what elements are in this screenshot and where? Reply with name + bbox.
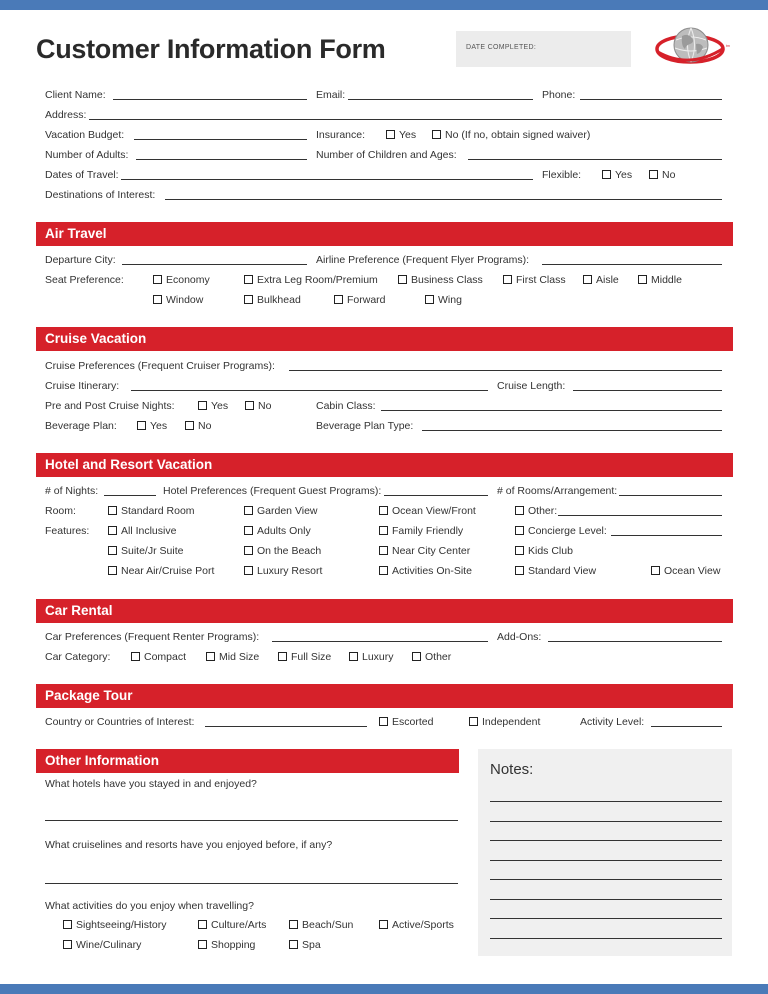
checkbox-icon xyxy=(503,275,512,284)
seat-aisle-checkbox[interactable]: Aisle xyxy=(583,274,619,286)
room-other-field[interactable] xyxy=(558,504,722,516)
room-ocean-front-checkbox[interactable]: Ocean View/Front xyxy=(379,505,476,517)
feature-activities-checkbox[interactable]: Activities On-Site xyxy=(379,565,472,577)
notes-line[interactable] xyxy=(490,938,722,939)
cabin-class-label: Cabin Class: xyxy=(316,400,376,412)
notes-line[interactable] xyxy=(490,821,722,822)
beverage-type-label: Beverage Plan Type: xyxy=(316,420,414,432)
checkbox-icon xyxy=(244,526,253,535)
countries-field[interactable] xyxy=(205,715,367,727)
car-fullsize-checkbox[interactable]: Full Size xyxy=(278,651,331,663)
children-field[interactable] xyxy=(468,148,722,160)
address-field[interactable] xyxy=(89,108,722,120)
phone-label: Phone: xyxy=(542,89,576,101)
seat-middle-checkbox[interactable]: Middle xyxy=(638,274,682,286)
q-cruiselines-label: What cruiselines and resorts have you enjoyed before, if any? xyxy=(45,839,333,851)
airline-pref-label: Airline Preference (Frequent Flyer Programs): xyxy=(316,254,529,266)
activity-shopping-checkbox[interactable]: Shopping xyxy=(198,939,255,951)
checkbox-icon xyxy=(131,652,140,661)
rooms-label: # of Rooms/Arrangement: xyxy=(497,485,618,497)
seat-pref-label: Seat Preference: xyxy=(45,274,124,286)
car-prefs-label: Car Preferences (Frequent Renter Programs): xyxy=(45,631,260,643)
checkbox-icon xyxy=(244,566,253,575)
destinations-label: Destinations of Interest: xyxy=(45,189,156,201)
checkbox-icon xyxy=(379,526,388,535)
cruise-itinerary-label: Cruise Itinerary: xyxy=(45,380,120,392)
addons-label: Add-Ons: xyxy=(497,631,542,643)
seat-extra-leg-checkbox[interactable]: Extra Leg Room/Premium xyxy=(244,274,378,286)
globe-logo-icon xyxy=(654,22,734,72)
seat-forward-checkbox[interactable]: Forward xyxy=(334,294,386,306)
insurance-yes-checkbox[interactable]: Yes xyxy=(386,129,416,141)
escorted-checkbox[interactable]: Escorted xyxy=(379,716,433,728)
checkbox-icon xyxy=(638,275,647,284)
cruise-length-field[interactable] xyxy=(573,379,722,391)
other-info-header: Other Information xyxy=(36,749,459,773)
seat-first-class-checkbox[interactable]: First Class xyxy=(503,274,566,286)
pre-post-label: Pre and Post Cruise Nights: xyxy=(45,400,175,412)
notes-line[interactable] xyxy=(490,879,722,880)
room-garden-checkbox[interactable]: Garden View xyxy=(244,505,318,517)
beverage-label: Beverage Plan: xyxy=(45,420,117,432)
cruise-prefs-field[interactable] xyxy=(289,359,722,371)
flexible-label: Flexible: xyxy=(542,169,582,181)
notes-line[interactable] xyxy=(490,918,722,919)
checkbox-icon xyxy=(278,652,287,661)
checkbox-icon xyxy=(153,275,162,284)
bottom-bar xyxy=(0,984,768,994)
hotel-resort-header: Hotel and Resort Vacation xyxy=(36,453,733,477)
vacation-budget-label: Vacation Budget: xyxy=(45,129,125,141)
hotel-prefs-field[interactable] xyxy=(384,484,488,496)
checkbox-icon xyxy=(63,940,72,949)
feature-family-friendly-checkbox[interactable]: Family Friendly xyxy=(379,525,463,537)
checkbox-icon xyxy=(244,546,253,555)
airline-pref-field[interactable] xyxy=(542,253,722,265)
activity-level-field[interactable] xyxy=(651,715,722,727)
checkbox-icon xyxy=(379,506,388,515)
checkbox-icon xyxy=(289,940,298,949)
checkbox-icon xyxy=(379,920,388,929)
client-name-label: Client Name: xyxy=(45,89,106,101)
phone-field[interactable] xyxy=(580,88,722,100)
checkbox-icon xyxy=(108,526,117,535)
checkbox-icon xyxy=(245,401,254,410)
checkbox-icon xyxy=(153,295,162,304)
room-standard-checkbox[interactable]: Standard Room xyxy=(108,505,195,517)
checkbox-icon xyxy=(425,295,434,304)
feature-adults-only-checkbox[interactable]: Adults Only xyxy=(244,525,311,537)
checkbox-icon xyxy=(198,920,207,929)
rooms-field[interactable] xyxy=(619,484,722,496)
checkbox-icon xyxy=(432,130,441,139)
checkbox-icon xyxy=(583,275,592,284)
independent-checkbox[interactable]: Independent xyxy=(469,716,540,728)
car-category-label: Car Category: xyxy=(45,651,111,663)
insurance-label: Insurance: xyxy=(316,129,366,141)
notes-line[interactable] xyxy=(490,840,722,841)
checkbox-icon xyxy=(379,546,388,555)
adults-label: Number of Adults: xyxy=(45,149,129,161)
room-label: Room: xyxy=(45,505,76,517)
checkbox-icon xyxy=(515,566,524,575)
checkbox-icon xyxy=(63,920,72,929)
hotel-prefs-label: Hotel Preferences (Frequent Guest Programs): xyxy=(163,485,382,497)
feature-standard-view-checkbox[interactable]: Standard View xyxy=(515,565,596,577)
pre-post-yes-checkbox[interactable]: Yes xyxy=(198,400,228,412)
beverage-no-checkbox[interactable]: No xyxy=(185,420,211,432)
page-title: Customer Information Form xyxy=(36,34,386,64)
checkbox-icon xyxy=(244,295,253,304)
activity-level-label: Activity Level: xyxy=(580,716,645,728)
checkbox-icon xyxy=(649,170,658,179)
car-prefs-field[interactable] xyxy=(272,630,488,642)
feature-beach-checkbox[interactable]: On the Beach xyxy=(244,545,321,557)
cruise-itinerary-field[interactable] xyxy=(131,379,488,391)
car-rental-header: Car Rental xyxy=(36,599,733,623)
checkbox-icon xyxy=(379,566,388,575)
checkbox-icon xyxy=(185,421,194,430)
notes-line[interactable] xyxy=(490,899,722,900)
checkbox-icon xyxy=(244,275,253,284)
seat-wing-checkbox[interactable]: Wing xyxy=(425,294,462,306)
flexible-yes-checkbox[interactable]: Yes xyxy=(602,169,632,181)
car-other-checkbox[interactable]: Other xyxy=(412,651,451,663)
seat-bulkhead-checkbox[interactable]: Bulkhead xyxy=(244,294,301,306)
air-travel-header: Air Travel xyxy=(36,222,733,246)
checkbox-icon xyxy=(137,421,146,430)
checkbox-icon xyxy=(412,652,421,661)
activity-culture-checkbox[interactable]: Culture/Arts xyxy=(198,919,266,931)
feature-city-center-checkbox[interactable]: Near City Center xyxy=(379,545,470,557)
client-name-field[interactable] xyxy=(113,88,307,100)
checkbox-icon xyxy=(515,526,524,535)
notes-line[interactable] xyxy=(490,860,722,861)
q-hotels-field[interactable] xyxy=(45,809,458,821)
countries-label: Country or Countries of Interest: xyxy=(45,716,195,728)
feature-concierge-checkbox[interactable]: Concierge Level: xyxy=(515,525,607,537)
activity-beach-checkbox[interactable]: Beach/Sun xyxy=(289,919,353,931)
feature-suite-checkbox[interactable]: Suite/Jr Suite xyxy=(108,545,183,557)
checkbox-icon xyxy=(108,546,117,555)
checkbox-icon xyxy=(515,506,524,515)
dates-label: Dates of Travel: xyxy=(45,169,119,181)
email-label: Email: xyxy=(316,89,346,101)
flexible-no-checkbox[interactable]: No xyxy=(649,169,675,181)
children-label: Number of Children and Ages: xyxy=(316,149,457,161)
departure-label: Departure City: xyxy=(45,254,116,266)
cruise-length-label: Cruise Length: xyxy=(497,380,566,392)
departure-field[interactable] xyxy=(122,253,307,265)
checkbox-icon xyxy=(198,940,207,949)
concierge-field[interactable] xyxy=(611,524,722,536)
checkbox-icon xyxy=(469,717,478,726)
checkbox-icon xyxy=(386,130,395,139)
date-completed-field[interactable] xyxy=(456,31,631,67)
seat-economy-checkbox[interactable]: Economy xyxy=(153,274,210,286)
q-activities-label: What activities do you enjoy when travelling? xyxy=(45,900,254,912)
activity-spa-checkbox[interactable]: Spa xyxy=(289,939,321,951)
beverage-yes-checkbox[interactable]: Yes xyxy=(137,420,167,432)
nights-field[interactable] xyxy=(104,484,156,496)
checkbox-icon xyxy=(108,506,117,515)
seat-business-checkbox[interactable]: Business Class xyxy=(398,274,483,286)
insurance-no-checkbox[interactable]: No (If no, obtain signed waiver) xyxy=(432,129,590,141)
feature-ocean-view-checkbox[interactable]: Ocean View xyxy=(651,565,720,577)
room-other-checkbox[interactable]: Other: xyxy=(515,505,557,517)
feature-near-port-checkbox[interactable]: Near Air/Cruise Port xyxy=(108,565,214,577)
checkbox-icon xyxy=(198,401,207,410)
checkbox-icon xyxy=(206,652,215,661)
checkbox-icon xyxy=(334,295,343,304)
activity-sports-checkbox[interactable]: Active/Sports xyxy=(379,919,454,931)
nights-label: # of Nights: xyxy=(45,485,99,497)
checkbox-icon xyxy=(349,652,358,661)
dates-field[interactable] xyxy=(121,168,533,180)
cruise-prefs-label: Cruise Preferences (Frequent Cruiser Programs): xyxy=(45,360,275,372)
feature-kids-club-checkbox[interactable]: Kids Club xyxy=(515,545,573,557)
car-midsize-checkbox[interactable]: Mid Size xyxy=(206,651,259,663)
checkbox-icon xyxy=(289,920,298,929)
notes-title: Notes: xyxy=(490,761,534,778)
notes-line[interactable] xyxy=(490,801,722,802)
adults-field[interactable] xyxy=(136,148,307,160)
pre-post-no-checkbox[interactable]: No xyxy=(245,400,271,412)
checkbox-icon xyxy=(108,566,117,575)
features-label: Features: xyxy=(45,525,90,537)
destinations-field[interactable] xyxy=(165,188,722,200)
car-compact-checkbox[interactable]: Compact xyxy=(131,651,186,663)
q-cruiselines-field[interactable] xyxy=(45,872,458,884)
address-label: Address: xyxy=(45,109,87,121)
checkbox-icon xyxy=(651,566,660,575)
cruise-vacation-header: Cruise Vacation xyxy=(36,327,733,351)
car-luxury-checkbox[interactable]: Luxury xyxy=(349,651,394,663)
activity-sightseeing-checkbox[interactable]: Sightseeing/History xyxy=(63,919,166,931)
cabin-class-field[interactable] xyxy=(381,399,722,411)
date-completed-label: DATE COMPLETED: xyxy=(466,44,537,51)
checkbox-icon xyxy=(602,170,611,179)
addons-field[interactable] xyxy=(548,630,722,642)
checkbox-icon xyxy=(398,275,407,284)
notes-panel[interactable] xyxy=(478,749,732,956)
q-hotels-label: What hotels have you stayed in and enjoyed? xyxy=(45,778,257,790)
checkbox-icon xyxy=(244,506,253,515)
email-field[interactable] xyxy=(348,88,533,100)
feature-luxury-checkbox[interactable]: Luxury Resort xyxy=(244,565,322,577)
logo-mark: tm xyxy=(726,44,730,48)
checkbox-icon xyxy=(379,717,388,726)
vacation-budget-field[interactable] xyxy=(134,128,307,140)
feature-all-inclusive-checkbox[interactable]: All Inclusive xyxy=(108,525,176,537)
beverage-type-field[interactable] xyxy=(422,419,722,431)
package-tour-header: Package Tour xyxy=(36,684,733,708)
activity-wine-checkbox[interactable]: Wine/Culinary xyxy=(63,939,141,951)
top-bar xyxy=(0,0,768,10)
checkbox-icon xyxy=(515,546,524,555)
seat-window-checkbox[interactable]: Window xyxy=(153,294,203,306)
